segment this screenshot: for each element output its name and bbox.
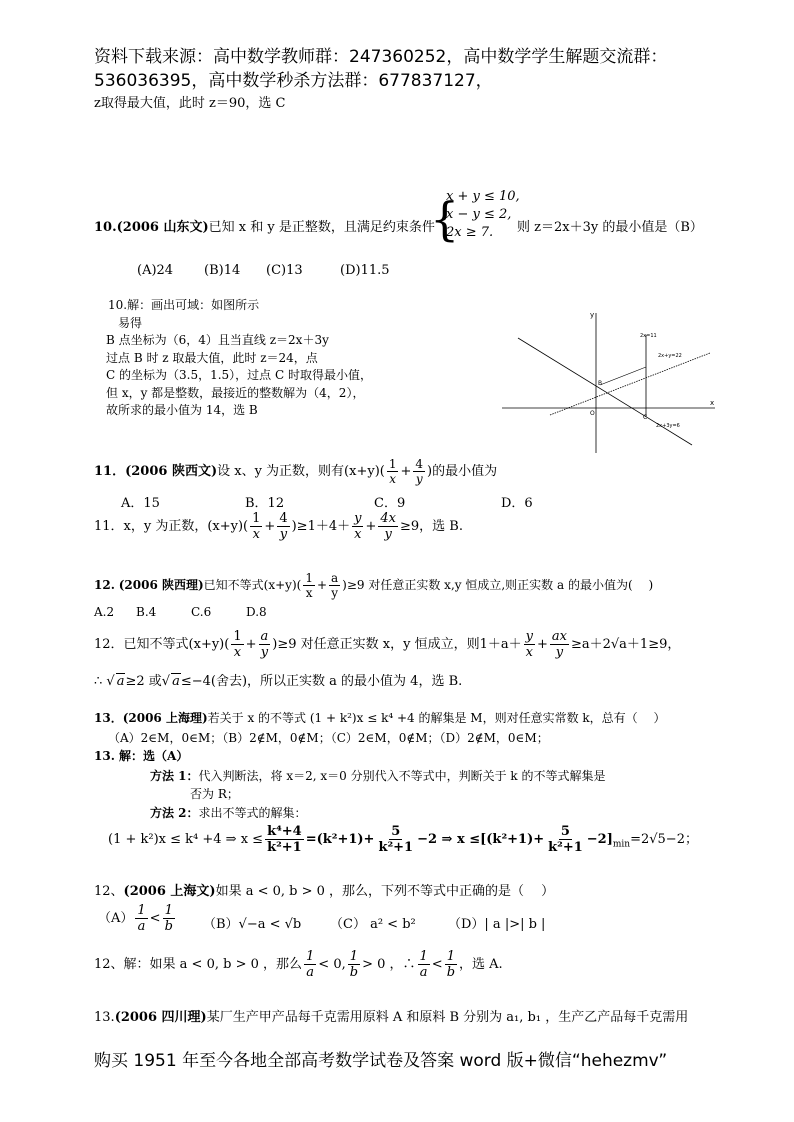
q13b-stem	[94, 1006, 688, 1025]
q10-constraint-2: x − y ≤ 2,	[446, 207, 512, 222]
q12b-opt-a-lt: <	[149, 911, 161, 926]
q13a-formula-c: −2 ⇒ x ≤[(k²+1)+	[417, 832, 545, 847]
q12a-f2-den: y	[331, 586, 338, 600]
q12b-option-a	[98, 904, 177, 933]
q12a-sol-f1-den: x	[233, 645, 242, 660]
q12a-sol-pre: 12．已知不等式(x+y)(	[94, 637, 230, 652]
q13a-fc-num: 5	[560, 824, 570, 839]
q13a-m2-label: 方法 2：	[150, 806, 199, 820]
q12b-opt-a-d1: a	[137, 919, 146, 934]
footer-text: 购买 1951 年至今各地全部高考数学试卷及答案 word 版+微信“hehezmv”	[94, 1051, 668, 1071]
q13a-formula-d: −2]	[586, 832, 613, 847]
q10-sol-line-3: B 点坐标为（6，4）且当直线 z＝2x＋3y	[106, 333, 329, 347]
q13a-fb-num: 5	[391, 824, 401, 839]
q13a-stem-text: 若关于 x 的不等式 (1 + k²)x ≤ k⁴ +4 的解集是 M，则对任意实常数 k，总有（ ）	[207, 711, 666, 725]
q11-sol-frac3-den: x	[354, 527, 362, 542]
q11-sol-mid: )≥1＋4＋	[291, 519, 351, 534]
label-c: C	[643, 414, 648, 421]
q12a-stem: 12. (2006 陕西理)已知不等式(x+y)( $\frac{1}{x}$ + $\frac{a}{y}$ )≥9 对任意正实数 x,y 恒成立,则正实数 a 的最小值为( )	[94, 571, 654, 600]
q12a-solution-line2: ∴ √ a≥2 或√ a≤−4(舍去)，所以正实数 a 的最小值为 4，选 B.	[94, 674, 463, 689]
q11-option-a: A．15	[121, 496, 160, 511]
q12a-option-c: C.6	[191, 605, 212, 619]
q10-source: (2006 山东文)	[116, 220, 209, 235]
q12a-sol-f3-den: x	[525, 645, 533, 660]
q10-sol-line-4: 过点 B 时 z 取最大值，此时 z＝24，点	[106, 350, 318, 365]
q11-sol-frac4-num: 4x	[380, 511, 396, 526]
q10-sol-line-6: 但 x，y 都是整数，最接近的整数解为（4，2），	[106, 385, 365, 400]
q10-option-a: (A)24	[137, 263, 174, 278]
q12a-sol-f2-num: a	[260, 629, 269, 644]
q13a-method1	[150, 767, 606, 784]
q11-option-b: B．12	[245, 496, 285, 511]
q13b-stem-text: 某厂生产甲产品每千克需用原料 A 和原料 B 分别为 a₁, b₁ ，生产乙产品每千克需用	[206, 1010, 689, 1025]
q13b-source: (2006 四川理)	[114, 1010, 207, 1025]
q12b-s-lt: <	[431, 957, 443, 972]
q13a-formula-b: =(k²+1)+	[305, 832, 375, 847]
boundary-1	[600, 367, 646, 385]
q12b-option-c: （C） a² < b²	[330, 917, 416, 932]
q12b-s-d2: b	[349, 965, 359, 980]
q12b-s-d3: a	[419, 965, 428, 980]
q13a-method2	[150, 804, 307, 821]
q12a-f1-num: 1	[305, 571, 313, 585]
q12a-sol-f4-num: ax	[551, 629, 567, 644]
q13a-m2-text: 求出不等式的解集：	[198, 806, 307, 820]
q12b-opt-a-n2: 1	[164, 903, 173, 918]
q12a-stem-pre: 已知不等式(x+y)(	[203, 578, 302, 592]
header-line-3: z取得最大值，此时 z＝90，选 C	[94, 96, 286, 111]
q11-sol-plus: +	[264, 519, 276, 534]
q11-solution	[94, 512, 463, 541]
q12a-option-d: D.8	[246, 605, 267, 619]
q12b-stem	[94, 880, 554, 899]
q12b-option-d: （D）| a |>| b |	[448, 917, 546, 932]
q12b-s-mid2: > 0 ，∴	[362, 957, 416, 972]
label-b: B	[598, 380, 603, 387]
q11-frac2-den: y	[415, 472, 423, 486]
q13b-number: 13.	[94, 1010, 115, 1025]
q12b-sol-pre: 12、解：如果 a < 0, b > 0 ，那么	[94, 957, 303, 972]
q13a-number: 13．	[94, 711, 123, 725]
q12b-source: (2006 上海文)	[123, 884, 216, 899]
q10-option-c: (C)13	[266, 263, 303, 278]
q13a-formula-sub: min	[612, 839, 631, 850]
q12b-s-n1: 1	[306, 949, 315, 964]
q11-sol-frac3-num: y	[354, 511, 362, 526]
q13a-fa-den: k²+1	[267, 840, 302, 855]
q13a-formula	[108, 825, 698, 854]
q12b-s-n3: 1	[419, 949, 428, 964]
q12a-sol-post: ≥a＋2√a＋1≥9，	[570, 637, 681, 652]
q12b-solution	[94, 950, 503, 979]
q11-sol-frac2-den: y	[279, 527, 288, 542]
q10-option-b: (B)14	[204, 263, 241, 278]
q11-plus: +	[400, 464, 412, 479]
q11-sol-frac1-den: x	[252, 527, 260, 542]
q12b-number: 12、	[94, 884, 124, 899]
q13a-m1-text2: 否为 R；	[190, 787, 239, 801]
q11-sol-frac2-num: 4	[279, 511, 288, 526]
q11-frac1-den: x	[389, 472, 397, 486]
q12a-sqrt-a-2: a	[172, 674, 180, 689]
q13a-answer: 13. 解：选（A）	[94, 749, 189, 763]
q12a-solution: 12．已知不等式(x+y)( $\frac{1}{x}$ + $\frac{a}{y}$ )≥9 对任意正实数 x，y 恒成立，则1＋a＋ $\frac{y}{x}$ + $\frac{ax}{y}$ ≥a＋2√a＋1≥9，	[94, 629, 681, 660]
q12a-source: (2006 陕西理)	[118, 578, 204, 592]
q13a-fb-den: k²+1	[378, 840, 414, 855]
q13a-m1-text: 代入判断法，将 x＝2, x＝0 分别代入不等式中，判断关于 k 的不等式解集是	[198, 769, 606, 783]
q13a-formula-e: =2√5−2；	[630, 832, 698, 847]
q11-stem	[94, 458, 497, 485]
q11-sol-frac4-den: y	[384, 527, 392, 542]
label-o: O	[590, 410, 595, 417]
q12a-option-a: A.2	[94, 605, 115, 619]
q12a-number: 12.	[94, 578, 115, 592]
label-line-2x11: 2x=11	[640, 333, 657, 339]
q10-brace: {	[430, 192, 460, 246]
q13a-formula-a: (1 + k²)x ≤ k⁴ +4 ⇒ x ≤	[108, 832, 264, 847]
q11-sol-frac1-num: 1	[252, 511, 261, 526]
q10-option-d: (D)11.5	[340, 263, 390, 278]
q11-stem-post: )的最小值为	[427, 464, 498, 479]
q10-number: 10.	[94, 220, 117, 235]
q10-solution	[108, 297, 372, 420]
q12a-sol-f4-den: y	[555, 645, 564, 660]
q13a-options: （A）2∈M，0∈M；（B）2∉M，0∉M；（C）2∈M，0∉M；（D）2∉M，0∈M；	[108, 731, 549, 745]
header-line-1: 资料下载来源：高中数学教师群：247360252，高中数学学生解题交流群：	[94, 47, 668, 67]
q12b-opt-a-d2: b	[164, 919, 173, 934]
q13a-fa-num: k⁴+4	[267, 824, 302, 839]
q11-stem-pre: 设 x、y 为正数，则有(x+y)(	[217, 464, 385, 479]
q12a-stem-post: )≥9 对任意正实数 x,y 恒成立,则正实数 a 的最小值为( )	[342, 578, 654, 592]
q13a-fc-den: k²+1	[548, 840, 583, 855]
q12a-sol-f3-num: y	[525, 629, 533, 644]
q10-sol-line-2: 易得	[118, 315, 143, 330]
label-line-bottom: 2x+3y=6	[656, 423, 680, 429]
q10-sol-line-5: C 的坐标为（3.5，1.5），过点 C 时取得最小值，	[106, 368, 372, 382]
q12a-sol2-post: ≤−4(舍去)，所以正实数 a 的最小值为 4，选 B.	[180, 674, 463, 689]
q11-number: 11．	[94, 464, 126, 479]
q12b-option-b: （B）√−a < √b	[203, 917, 302, 932]
q12b-s-mid: < 0,	[318, 957, 346, 972]
q12a-sol2-pre: ∴	[94, 674, 107, 689]
q12b-s-n2: 1	[349, 949, 359, 964]
q12b-s-n4: 1	[446, 949, 455, 964]
q12b-stem-text: 如果 a < 0, b > 0 ，那么，下列不等式中正确的是（ ）	[215, 884, 555, 899]
q12b-s-d1: a	[306, 965, 315, 980]
q10-constraint-3: 2x ≥ 7.	[446, 225, 494, 240]
q12b-s-d4: b	[446, 965, 456, 980]
q12b-s-post: ，选 A.	[459, 957, 503, 972]
q13a-stem	[94, 709, 665, 726]
header-line-2: 536036395，高中数学秒杀方法群：677837127，	[94, 71, 493, 91]
q11-option-c: C．9	[374, 496, 406, 511]
q12a-sqrt-a-1: a	[116, 674, 125, 689]
q10-sol-line-1: 10.解：画出可域：如图所示	[108, 298, 260, 312]
q11-frac2-num: 4	[415, 457, 424, 471]
q12a-sol-f2-den: y	[260, 645, 269, 660]
q12a-option-b: B.4	[136, 605, 157, 619]
q10-sol-line-7: 故所求的最小值为 14，选 B	[106, 403, 258, 417]
line-x-y-10	[550, 353, 710, 415]
q12a-f1-den: x	[305, 586, 313, 600]
q12a-f2-num: a	[331, 571, 339, 585]
q13a-source: (2006 上海理)	[122, 711, 208, 725]
q12b-opt-a-n1: 1	[137, 903, 146, 918]
q11-sol-plus2: +	[365, 519, 377, 534]
q10-stem-pre: 已知 x 和 y 是正整数，且满足约束条件	[208, 220, 435, 235]
q11-source: (2006 陕西文)	[125, 464, 218, 479]
q10-constraints	[446, 188, 520, 242]
q11-option-d: D．6	[501, 496, 533, 511]
label-x: x	[710, 399, 715, 407]
label-line-top: 2x+y=22	[658, 353, 682, 359]
q12a-sol-f1-num: 1	[233, 629, 242, 644]
q11-frac1-num: 1	[388, 457, 397, 471]
q12b-opt-a-label: （A）	[98, 911, 134, 926]
label-y: y	[590, 311, 595, 319]
q11-sol-pre: 11．x，y 为正数，(x+y)(	[94, 519, 249, 534]
q13a-m1-label: 方法 1：	[150, 769, 199, 783]
q12a-sol2-mid: ≥2 或	[125, 674, 162, 689]
q10-constraint-1: x + y ≤ 10,	[446, 189, 520, 204]
q10-stem-post: 则 z＝2x＋3y 的最小值是（B）	[517, 220, 703, 235]
q11-sol-post: ≥9，选 B.	[400, 519, 463, 534]
q12a-sol-mid: )≥9 对任意正实数 x，y 恒成立，则1＋a＋	[272, 637, 522, 652]
q10-stem	[94, 216, 435, 235]
q10-feasible-region-figure	[500, 305, 720, 455]
